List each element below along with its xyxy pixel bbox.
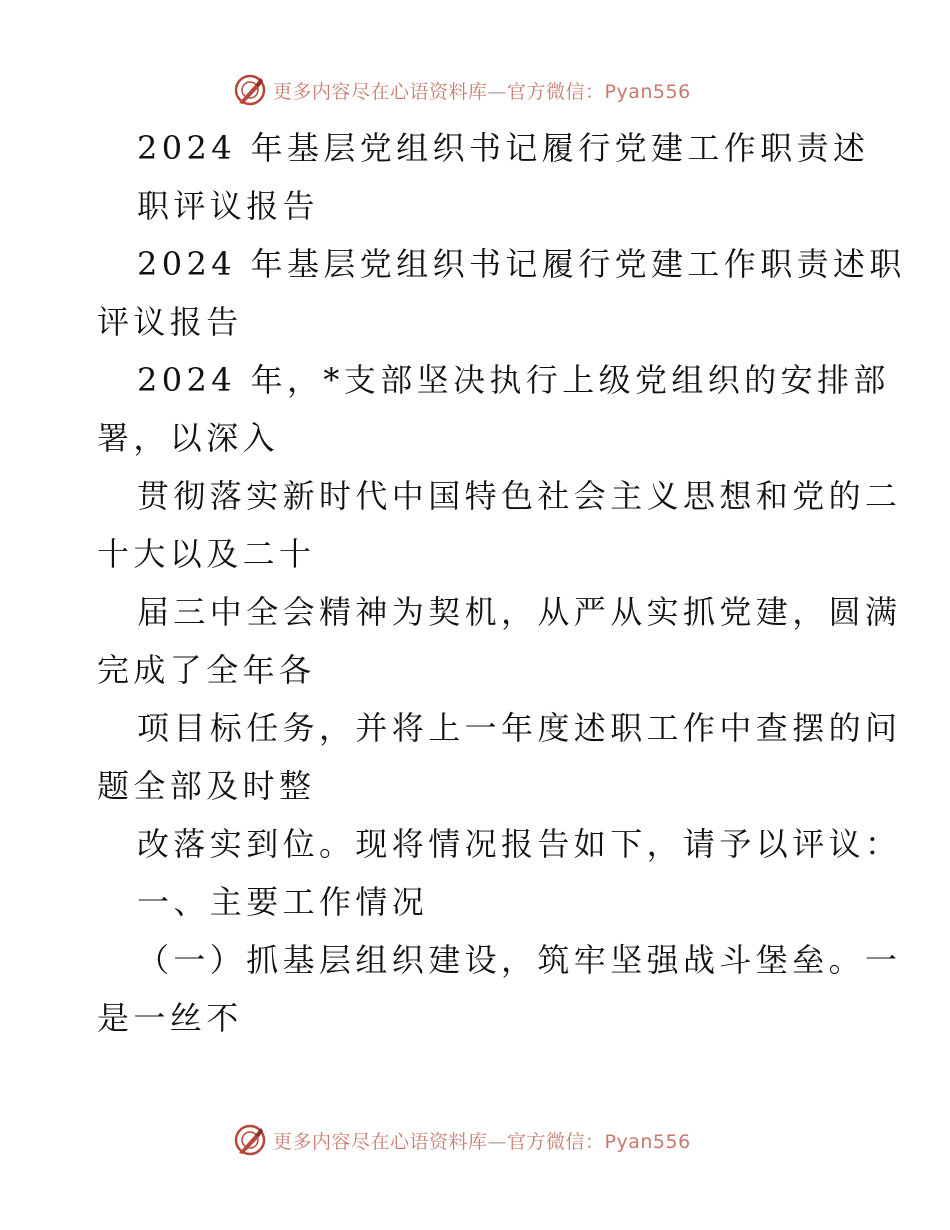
paragraph-line: 完成了全年各 [97, 651, 316, 689]
watermark-wechat-id: Pyan556 [604, 1130, 691, 1153]
watermark-text [273, 77, 691, 104]
paragraph-line: 2024 年，*支部坚决执行上级党组织的安排部 [137, 361, 890, 399]
watermark-wechat-label: 官方微信： [507, 1130, 605, 1153]
paragraph-line: 项目标任务，并将上一年度述职工作中查摆的问 [137, 709, 902, 747]
watermark-separator: — [487, 80, 508, 103]
watermark-text [273, 1127, 691, 1154]
watermark-wechat-id: Pyan556 [604, 80, 691, 103]
paragraph-line: 署，以深入 [97, 419, 280, 457]
paragraph-line: 贯彻落实新时代中国特色社会主义思想和党的二 [137, 477, 902, 515]
pen-logo-icon [233, 73, 267, 107]
watermark-brand: 更多内容尽在心语资料库 [273, 1130, 488, 1153]
paragraph-line: 题全部及时整 [97, 767, 316, 805]
paragraph-line: 届三中全会精神为契机，从严从实抓党建，圆满 [137, 593, 902, 631]
watermark-wechat-label: 官方微信： [507, 80, 605, 103]
doc-title-line-1: 2024 年基层党组织书记履行党建工作职责述 [137, 129, 870, 167]
watermark-separator: — [487, 1130, 508, 1153]
header-watermark [233, 72, 691, 108]
section-heading: 一、主要工作情况 [137, 883, 429, 921]
paragraph-line: 十大以及二十 [97, 535, 316, 573]
paragraph-line: 改落实到位。现将情况报告如下，请予以评议： [137, 825, 902, 863]
paragraph-line: 2024 年基层党组织书记履行党建工作职责述职 [137, 245, 906, 283]
watermark-brand: 更多内容尽在心语资料库 [273, 80, 488, 103]
paragraph-line: 评议报告 [97, 303, 243, 341]
paragraph-line: （一）抓基层组织建设，筑牢坚强战斗堡垒。一 [137, 941, 902, 979]
doc-title-line-2: 职评议报告 [137, 187, 320, 225]
footer-watermark [233, 1122, 691, 1158]
pen-logo-icon [233, 1123, 267, 1157]
paragraph-line: 是一丝不 [97, 999, 243, 1037]
